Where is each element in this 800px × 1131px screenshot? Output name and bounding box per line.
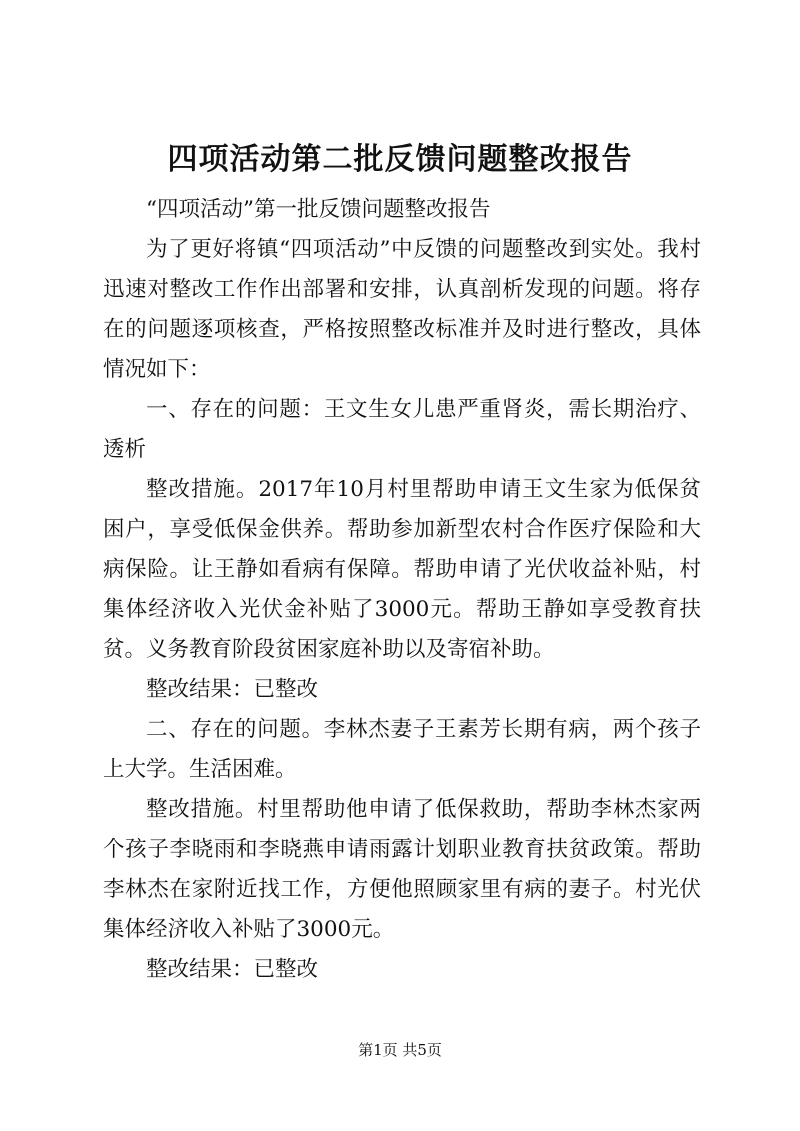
intro-paragraph: 为了更好将镇“四项活动”中反馈的问题整改到实处。我村迅速对整改工作作出部署和安排，认真剖析发现的问题。将存在的问题逐项核查，严格按照整改标准并及时进行整改，具体情况如下： [103,237,701,382]
result-one-paragraph: 整改结果：已整改 [146,677,319,702]
subtitle-paragraph: “四项活动”第一批反馈问题整改报告 [146,197,491,222]
document-body [103,190,701,990]
measures-two-paragraph: 整改措施。村里帮助他申请了低保救助，帮助李林杰家两个孩子李晓雨和李晓燕申请雨露计划职业教育扶贫政策。帮助李林杰在家附近找工作，方便他照顾家里有病的妻子。村光伏集体经济收入补贴了3000元。 [103,797,701,942]
issue-one-paragraph: 一、存在的问题：王文生女儿患严重肾炎，需长期治疗、透析 [103,397,701,462]
result-two-paragraph: 整改结果：已整改 [146,957,319,982]
issue-two-paragraph: 二、存在的问题。李林杰妻子王素芳长期有病，两个孩子上大学。生活困难。 [103,717,701,782]
page-footer: 第1页 共5页 [358,1041,442,1059]
document-title: 四项活动第二批反馈问题整改报告 [167,142,633,177]
measures-one-paragraph: 整改措施。2017年10月村里帮助申请王文生家为低保贫困户，享受低保金供养。帮助参加新型农村合作医疗保险和大病保险。让王静如看病有保障。帮助申请了光伏收益补贴，村集体经济收入光伏金补贴了3000元。帮助王静如享受教育扶贫。义务教育阶段贫困家庭补助以及寄宿补助。 [103,477,701,662]
